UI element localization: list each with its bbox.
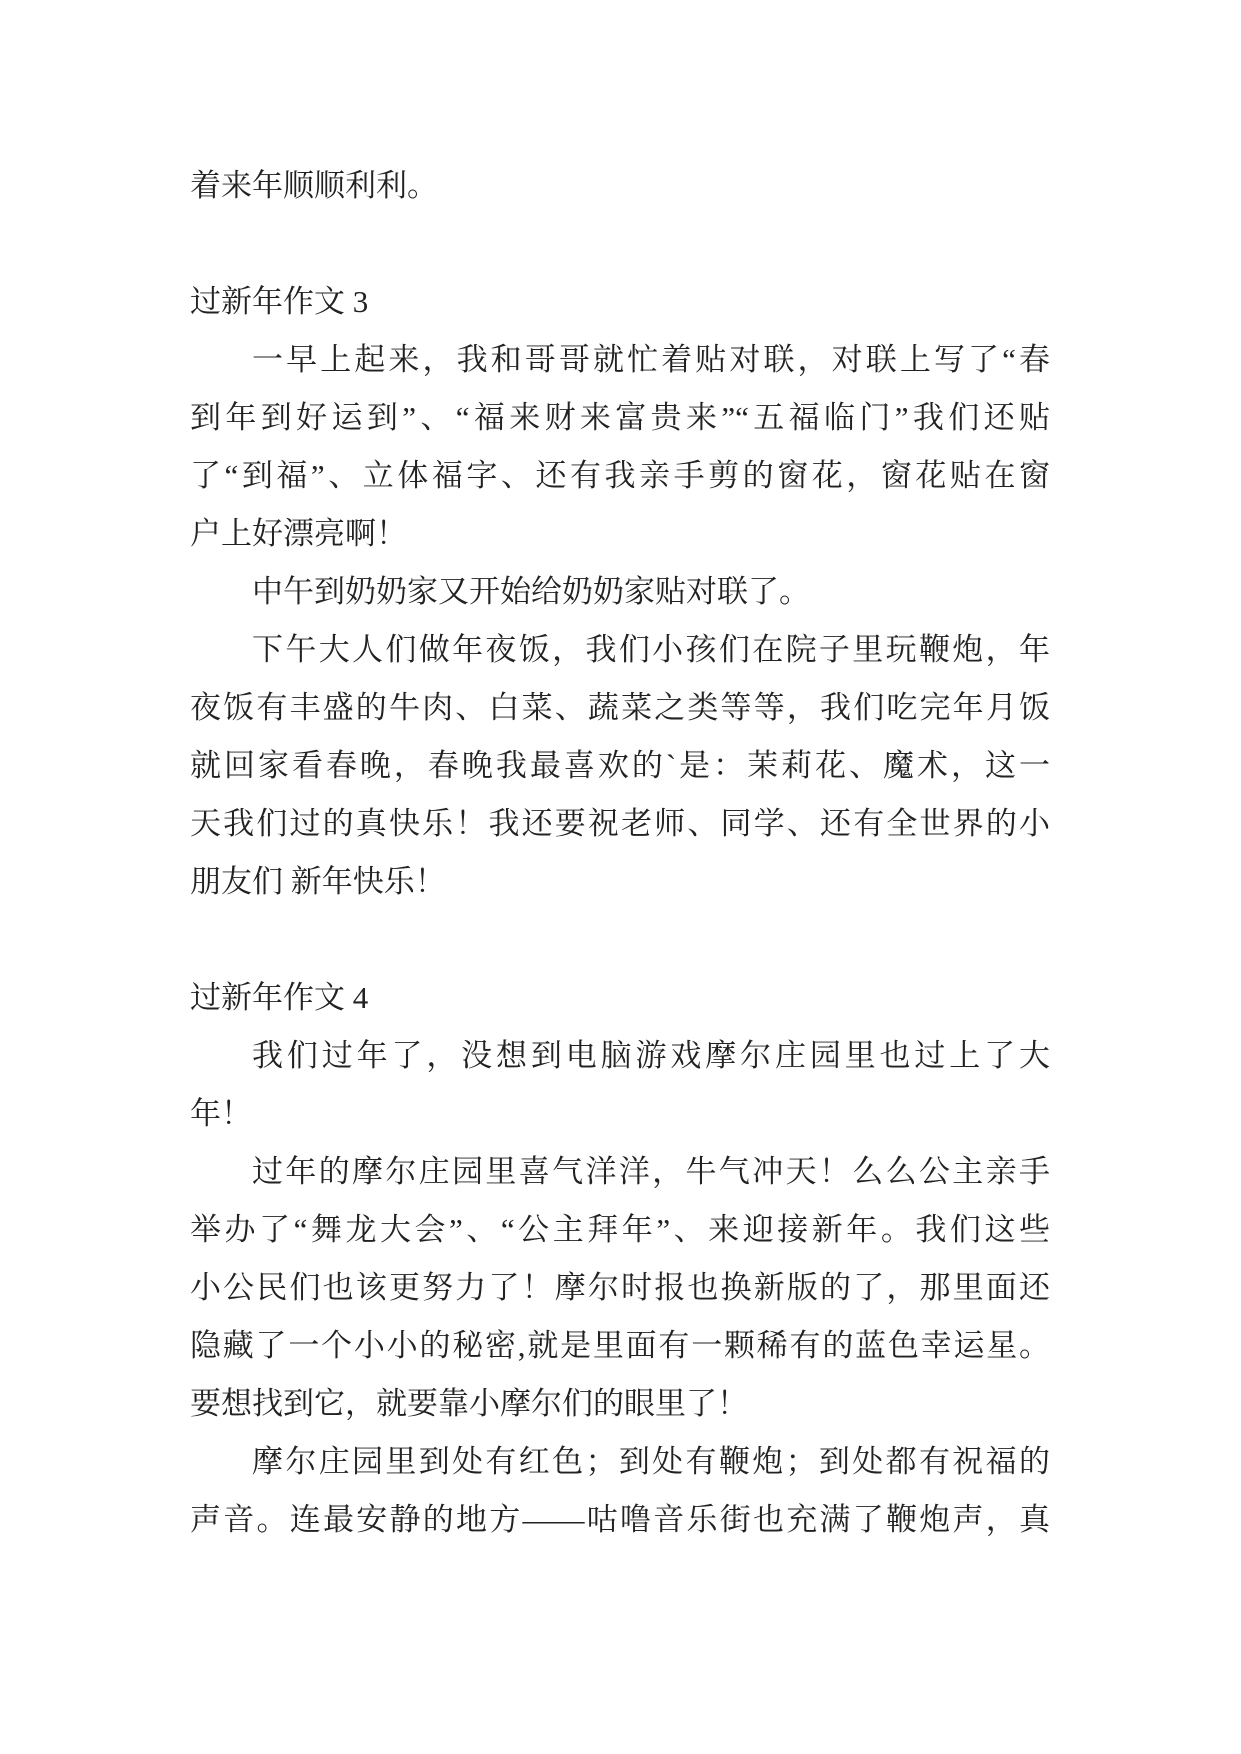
paragraph-line: 隐藏了一个小小的秘密,就是里面有一颗稀有的蓝色幸运星。 [190,1328,1050,1363]
paragraph-line: 着来年顺顺利利。 [190,168,438,203]
paragraph-line: 到年到好运到”、“福来财来富贵来”“五福临门”我们还贴 [190,400,1050,435]
paragraph-line: 一早上起来，我和哥哥就忙着贴对联，对联上写了“春 [252,342,1050,377]
paragraph-line: 天我们过的真快乐！我还要祝老师、同学、还有全世界的小 [190,806,1050,841]
blank-line [190,911,1050,969]
document-text [190,157,1050,1549]
paragraph-line: 年！ [190,1096,252,1131]
paragraph-line: 下午大人们做年夜饭，我们小孩们在院子里玩鞭炮，年 [252,632,1050,667]
paragraph-line: 我们过年了，没想到电脑游戏摩尔庄园里也过上了大 [252,1038,1050,1073]
section-heading: 过新年作文 3 [190,284,369,319]
paragraph-line: 户上好漂亮啊！ [190,516,407,551]
paragraph-line: 小公民们也该更努力了！摩尔时报也换新版的了，那里面还 [190,1270,1050,1305]
paragraph-line: 中午到奶奶家又开始给奶奶家贴对联了。 [252,574,810,609]
paragraph-line: 过年的摩尔庄园里喜气洋洋，牛气冲天！么么公主亲手 [252,1154,1050,1189]
paragraph-line: 夜饭有丰盛的牛肉、白菜、蔬菜之类等等，我们吃完年月饭 [190,690,1050,725]
paragraph-line: 就回家看春晚，春晚我最喜欢的`是：茉莉花、魔术，这一 [190,748,1050,783]
section-heading: 过新年作文 4 [190,980,369,1015]
paragraph-line: 朋友们 新年快乐！ [190,864,446,899]
paragraph-line: 了“到福”、立体福字、还有我亲手剪的窗花，窗花贴在窗 [190,458,1050,493]
paragraph-line: 要想找到它，就要靠小摩尔们的眼里了！ [190,1386,748,1421]
paragraph-line: 摩尔庄园里到处有红色；到处有鞭炮；到处都有祝福的 [252,1444,1050,1479]
paragraph-line: 举办了“舞龙大会”、“公主拜年”、来迎接新年。我们这些 [190,1212,1050,1247]
paragraph-line: 声音。连最安静的地方——咕噜音乐街也充满了鞭炮声，真 [190,1502,1050,1537]
blank-line [190,215,1050,273]
